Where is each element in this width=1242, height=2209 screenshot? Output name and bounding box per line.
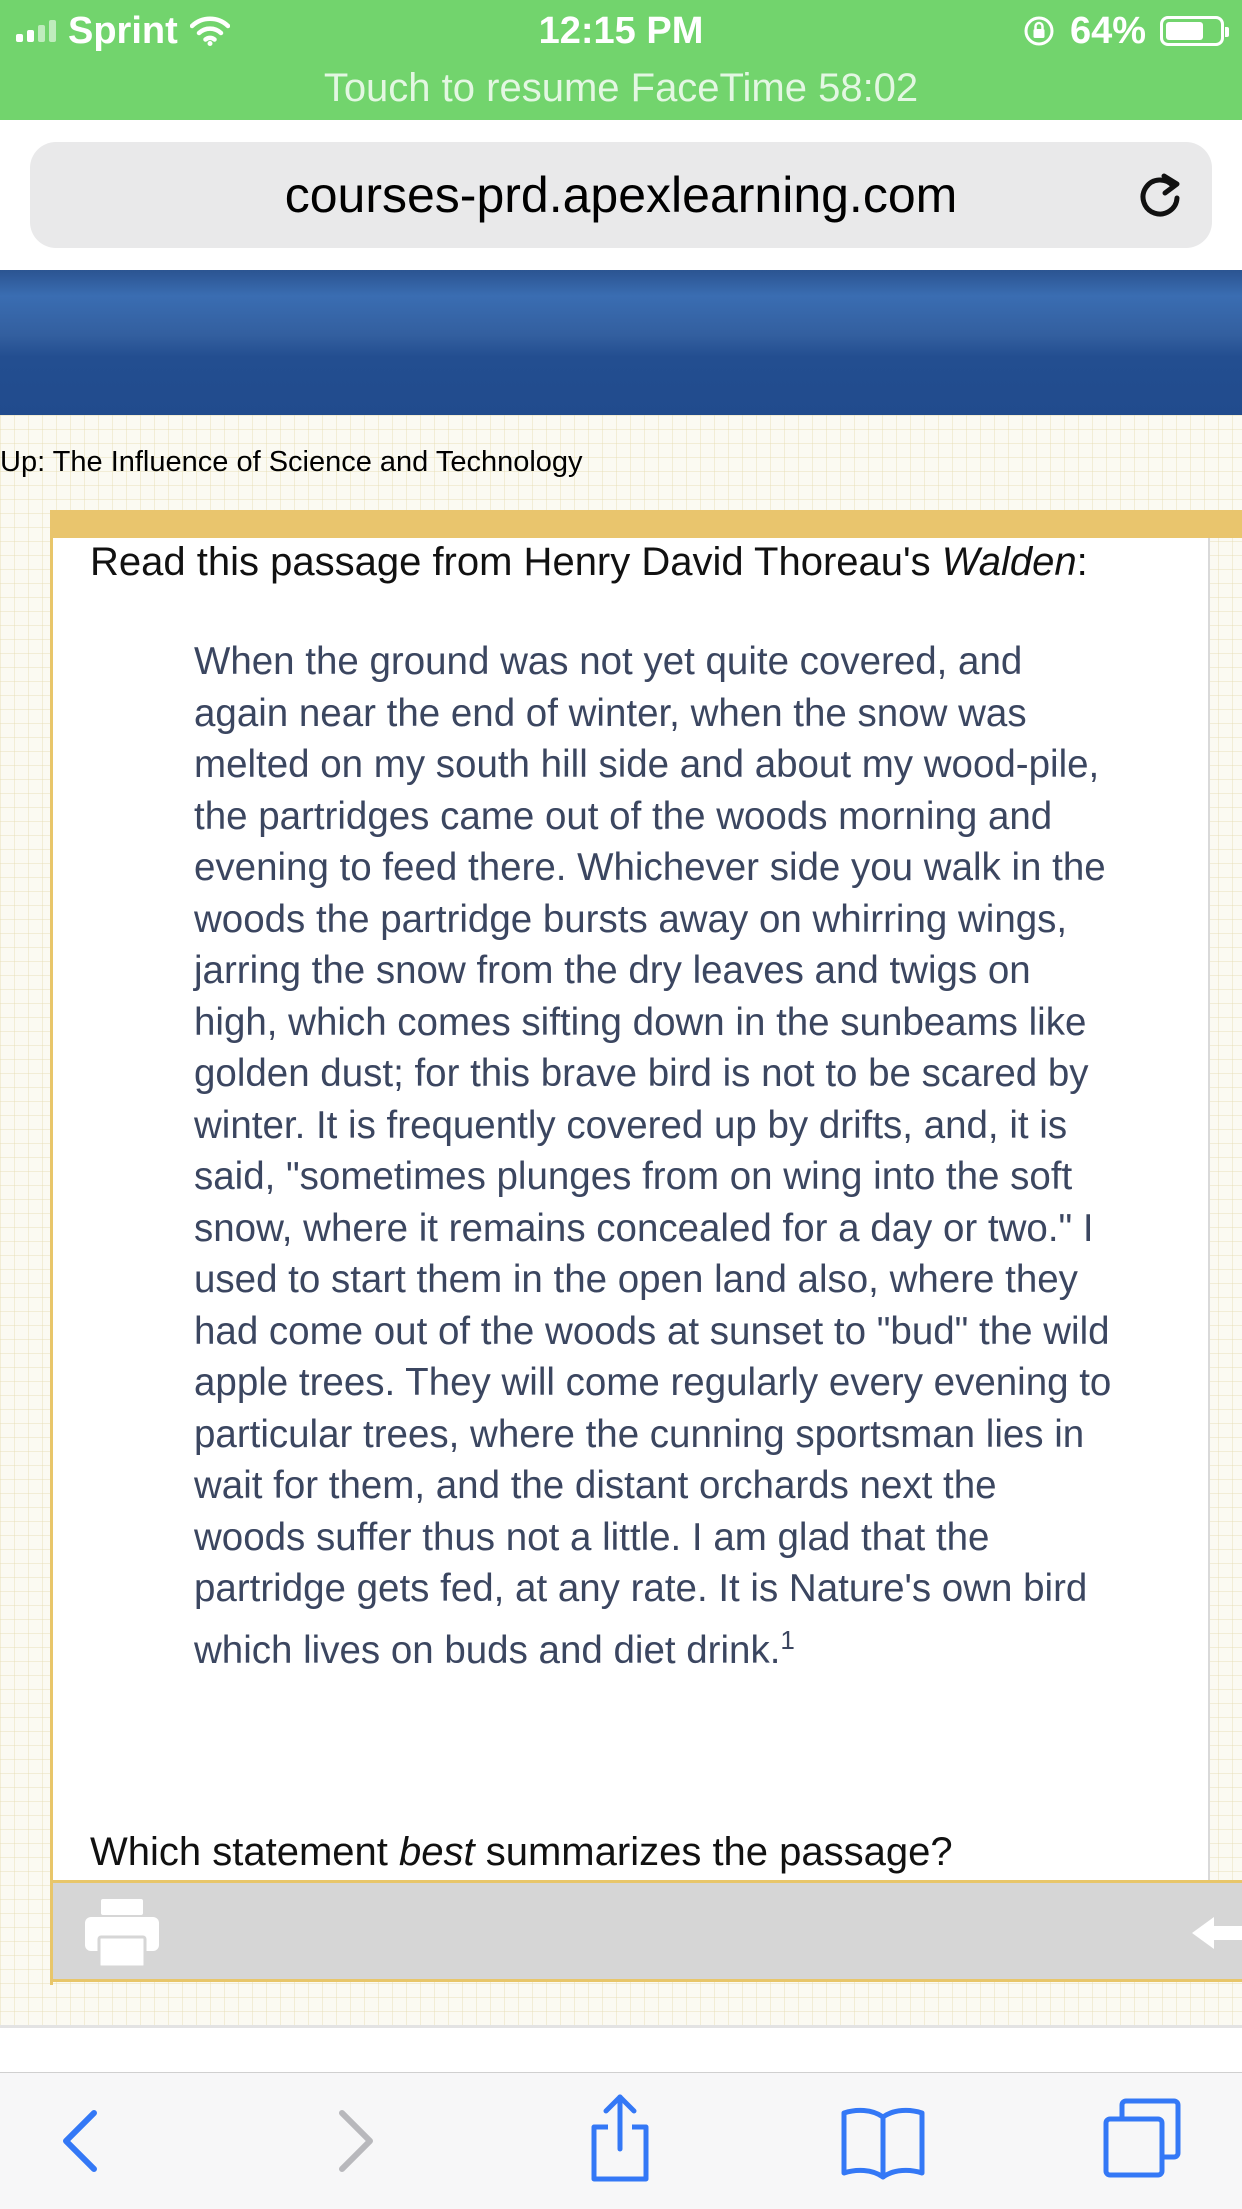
question-prefix: Which statement xyxy=(90,1830,400,1874)
carrier-name: Sprint xyxy=(68,9,178,52)
url-text[interactable]: courses-prd.apexlearning.com xyxy=(284,167,958,223)
book-icon[interactable] xyxy=(838,2101,928,2181)
address-bar[interactable] xyxy=(30,142,1212,248)
browser-address-area xyxy=(0,120,1242,270)
intro-prefix: Read this passage from Henry David Thoreau's xyxy=(90,540,942,584)
status-right-group xyxy=(1022,8,1224,54)
share-icon[interactable] xyxy=(580,2091,660,2183)
breadcrumb[interactable]: Up: The Influence of Science and Technology xyxy=(0,446,583,478)
question-suffix: summarizes the passage? xyxy=(474,1830,953,1874)
page-bottom-divider xyxy=(0,2025,1242,2028)
question-emphasis: best xyxy=(399,1830,475,1874)
battery-icon xyxy=(1160,16,1224,46)
passage-body: When the ground was not yet quite covered, and again near the end of winter, when the snow was melted on my south hill side and about my wood-pile, the partridges came out of the woods morning and evening to feed there. Whichever side you walk in the woods the partridge bursts away on whirring wings, jarring the snow from the dry leaves and twigs on high, which comes sifting down in the sunbeams like golden dust; for this brave bird is not to be scared by winter. It is frequently covered up by drifts, and, it is said, "sometimes plunges from on wing into the soft snow, where it remains concealed for a day or two." I used to start them in the open land also, where they had come out of the woods at sunset to "bud" the wild apple trees. They will come regularly every evening to particular trees, where the cunning sportsman lies in wait for them, and the distant orchards next the woods suffer thus not a little. I am glad that the partridge gets fed, at any rate. It is Nature's own bird which lives on buds and diet drink. xyxy=(194,640,1112,1672)
passage-intro xyxy=(90,536,1088,588)
footnote-mark[interactable]: 1 xyxy=(780,1624,795,1655)
tabs-icon[interactable] xyxy=(1100,2097,1184,2181)
facetime-banner[interactable]: Touch to resume FaceTime 58:02 xyxy=(323,66,919,110)
chevron-right-icon[interactable] xyxy=(314,2101,394,2181)
battery-percentage: 64% xyxy=(1069,9,1146,52)
passage-text xyxy=(194,636,1114,1676)
rotation-lock-icon xyxy=(1022,14,1056,48)
course-header-band xyxy=(0,270,1242,415)
back-arrow-icon[interactable] xyxy=(1192,1913,1242,1953)
status-bar xyxy=(0,0,1242,120)
safari-toolbar xyxy=(0,2072,1242,2209)
clock: 12:15 PM xyxy=(538,10,704,52)
question-text xyxy=(90,1826,953,1878)
print-icon[interactable] xyxy=(83,1897,161,1969)
chevron-left-icon[interactable] xyxy=(42,2101,122,2181)
panel-top-bar xyxy=(50,510,1242,538)
panel-toolbar xyxy=(53,1880,1242,1982)
intro-book-title: Walden xyxy=(941,540,1077,584)
intro-suffix: : xyxy=(1076,540,1088,584)
reload-icon[interactable] xyxy=(1132,168,1188,224)
